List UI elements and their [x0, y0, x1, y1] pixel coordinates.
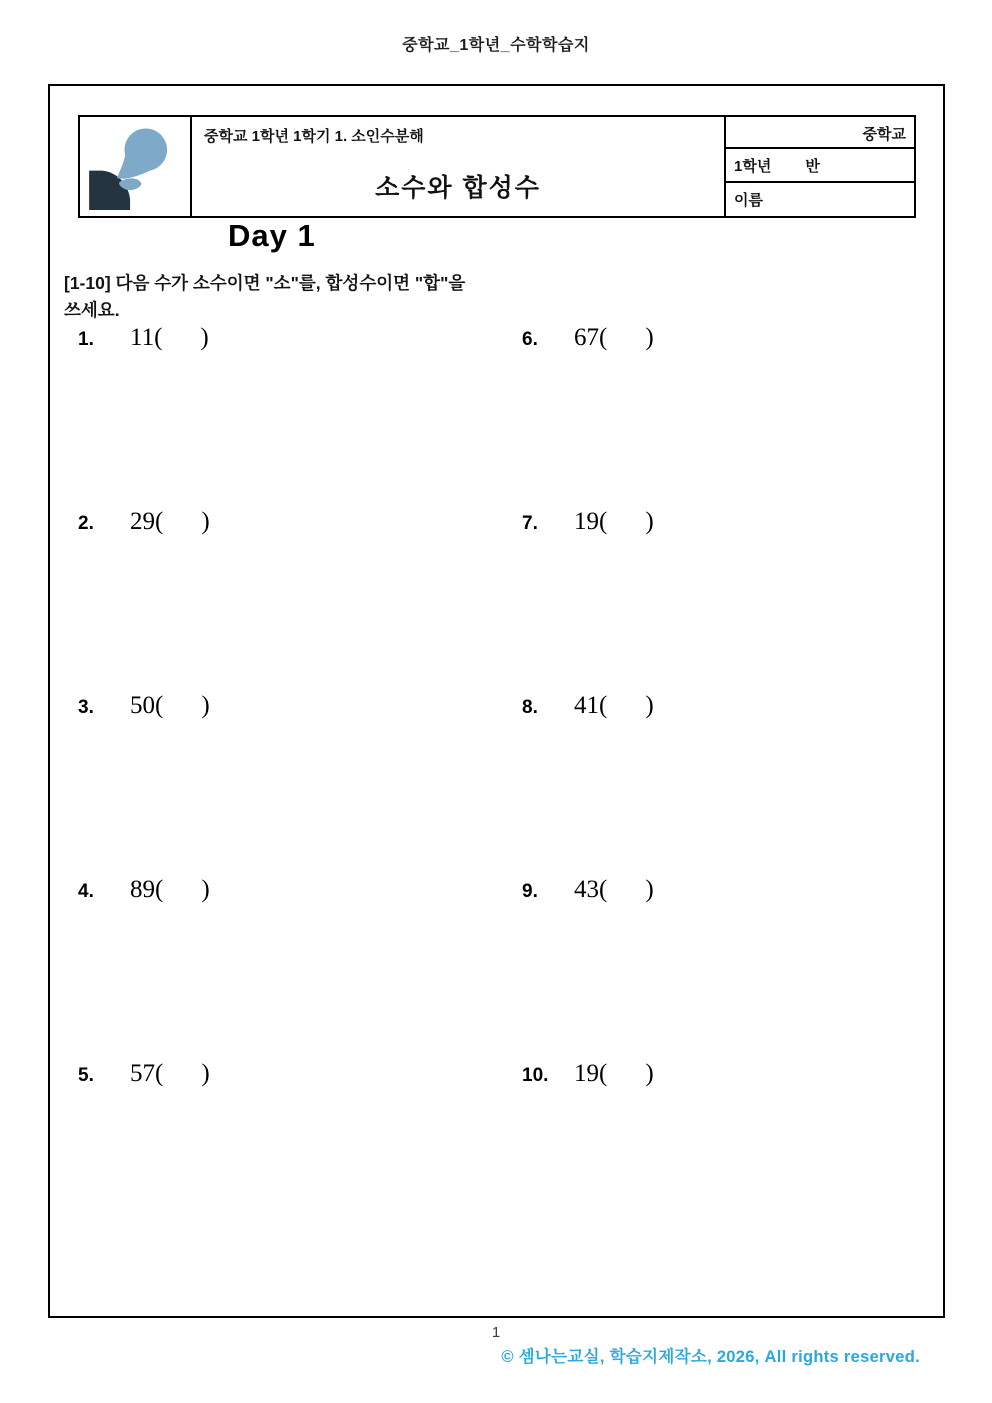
problem-number: 8.: [522, 697, 538, 718]
problem-item-1: [78, 324, 209, 352]
answer-blank: ( ): [599, 1060, 654, 1087]
answer-blank: ( ): [155, 692, 210, 719]
problem-value: 50( ): [130, 692, 210, 719]
problem-value: 89( ): [130, 876, 210, 903]
sheet-title: 소수와 합성수: [375, 174, 541, 202]
problem-range-label: [1-10]: [64, 273, 111, 293]
grade-class-row: [726, 149, 914, 183]
problem-item-8: [522, 692, 654, 720]
problem-item-5: [78, 1060, 210, 1088]
worksheet-header-table: [78, 115, 916, 218]
problem-value: 29( ): [130, 508, 210, 535]
water-drop-logo-icon: [89, 124, 181, 210]
problem-value: 57( ): [130, 1060, 210, 1087]
copyright-notice: © 셈나는교실, 학습지제작소, 2026, All rights reserved.: [501, 1348, 920, 1366]
problem-number: 9.: [522, 881, 538, 902]
student-info-column: [726, 117, 914, 216]
problem-number: 2.: [78, 513, 94, 534]
problem-value: 67( ): [574, 324, 654, 351]
answer-blank: ( ): [155, 876, 210, 903]
problem-value: 43( ): [574, 876, 654, 903]
problem-item-6: [522, 324, 654, 352]
problem-value: 19( ): [574, 508, 654, 535]
problem-number: 10.: [522, 1065, 549, 1086]
name-row: [726, 183, 914, 216]
name-label: 이름: [734, 192, 763, 209]
answer-blank: ( ): [155, 508, 210, 535]
answer-blank: ( ): [599, 508, 654, 535]
answer-blank: ( ): [155, 1060, 210, 1087]
problem-item-7: [522, 508, 654, 536]
worksheet-page-border: [48, 84, 945, 1318]
school-label: 중학교: [862, 126, 906, 143]
problem-number: 4.: [78, 881, 94, 902]
instructions-text: [64, 270, 516, 324]
answer-blank: ( ): [599, 876, 654, 903]
problem-number: 6.: [522, 329, 538, 350]
worksheet-title-cell: [192, 117, 726, 216]
day-title: Day 1: [228, 218, 316, 253]
problem-number: 7.: [522, 513, 538, 534]
problem-item-10: [522, 1060, 654, 1088]
answer-blank: ( ): [599, 324, 654, 351]
class-label: 반: [805, 158, 820, 175]
problem-item-3: [78, 692, 210, 720]
school-row: [726, 117, 914, 149]
page-number: 1: [491, 1324, 501, 1341]
answer-blank: ( ): [154, 324, 209, 351]
instructions-body: 다음 수가 소수이면 "소"를, 합성수이면 "합"을 쓰세요.: [64, 273, 466, 321]
document-filename-header: 중학교_1학년_수학학습지: [402, 37, 590, 54]
problem-item-2: [78, 508, 210, 536]
course-line: 중학교 1학년 1학기 1. 소인수분해: [204, 128, 424, 145]
problem-number: 3.: [78, 697, 94, 718]
problem-number: 1.: [78, 329, 94, 350]
grade-label: 1학년: [734, 158, 772, 175]
problem-value: 41( ): [574, 692, 654, 719]
problem-value: 19( ): [574, 1060, 654, 1087]
problem-item-4: [78, 876, 210, 904]
problem-value: 11( ): [130, 324, 209, 351]
answer-blank: ( ): [599, 692, 654, 719]
publisher-logo-cell: [80, 117, 192, 216]
problem-item-9: [522, 876, 654, 904]
problem-number: 5.: [78, 1065, 94, 1086]
